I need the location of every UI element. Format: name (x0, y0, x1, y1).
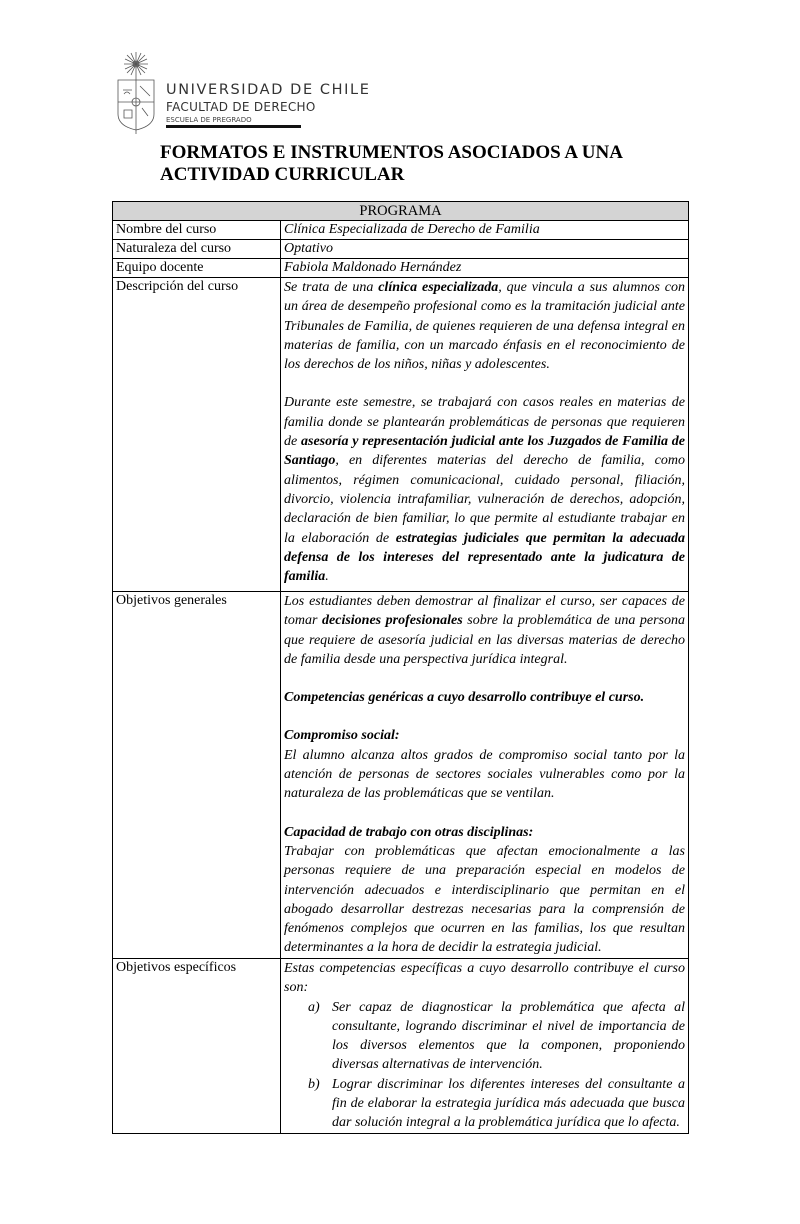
course-description (281, 278, 689, 592)
general-objectives (281, 592, 689, 959)
text: Se trata de una (284, 280, 379, 295)
list-marker: b) (308, 1076, 320, 1092)
text: , en diferentes materias del derecho de familia, como alimentos, régimen comunicacional, cuidado personal, filiación, divorcio, violencia intrafamiliar, vulneración de derechos, adopción, declaración de bien familiar, lo que permite al estudiante trabajar en la elaboración de (284, 453, 685, 546)
row-label: Nombre del curso (113, 221, 281, 240)
faculty-name: FACULTAD DE DERECHO (166, 100, 316, 114)
course-name: Clínica Especializada de Derecho de Familia (281, 221, 689, 240)
table-row (113, 278, 689, 592)
text: sobre la problemática de una persona que requiere de asesoría judicial en las diversas materias de derecho de familia desde una perspectiva jurídica integral. (284, 613, 685, 667)
course-nature: Optativo (281, 240, 689, 259)
competencies-heading (284, 688, 685, 707)
bold-text: estrategias judiciales que permitan la adecuada defensa de los intereses del representado ante la judicatura de familia (284, 530, 685, 585)
objectives-paragraph (284, 592, 685, 669)
text: Durante este semestre, se trabajará con casos reales en materias de familia donde se plantearán problemáticas de personas que requieren de (284, 395, 685, 450)
description-paragraph (284, 278, 685, 374)
title-line: FORMATOS E INSTRUMENTOS ASOCIADOS A UNA (160, 142, 623, 163)
bold-text: decisiones profesionales (322, 613, 463, 629)
list-text: Ser capaz de diagnosticar la problemática que afecta al consultante, logrando discriminar el nivel de importancia de los diversos elementos que la componen, proponiendo diversas alternativas de intervención. (332, 999, 685, 1073)
university-name: UNIVERSIDAD DE CHILE (166, 82, 371, 98)
list-item (308, 998, 685, 1075)
row-label: Descripción del curso (113, 278, 281, 592)
text: Los estudiantes deben demostrar al finalizar el curso, ser capaces de tomar (284, 594, 685, 629)
title-line: ACTIVIDAD CURRICULAR (160, 164, 405, 185)
table-row (113, 592, 689, 959)
description-paragraph (284, 393, 685, 586)
bold-text: Capacidad de trabajo con otras disciplinas: (284, 824, 534, 840)
interdisciplinary-text: Trabajar con problemáticas que afectan emocionalmente a las personas requiere de una preparación especial en modelos de intervención adecuados e interdisciplinario que permitan en el abogado desarrollar destrezas necesarias para la comprensión de fenómenos complejos que ocurren en las familias, los que resultan determinantes a la hora de decidir la estrategia judicial. (284, 843, 685, 956)
header-divider (166, 125, 301, 128)
social-commitment-text: El alumno alcanza altos grados de compromiso social tanto por la atención de personas de sectores sociales vulnerables como por la naturaleza de las problemáticas que se ventilan. (284, 747, 685, 802)
row-label: Naturaleza del curso (113, 240, 281, 259)
social-commitment-heading (284, 726, 685, 745)
interdisciplinary-heading (284, 823, 685, 842)
page-title (160, 142, 680, 186)
table-header: PROGRAMA (113, 202, 689, 221)
row-label: Objetivos generales (113, 592, 281, 959)
specific-objectives (281, 959, 689, 1134)
school-name: ESCUELA DE PREGRADO (166, 116, 252, 124)
row-label: Equipo docente (113, 259, 281, 278)
list-item (308, 1075, 685, 1133)
bold-text: Compromiso social: (284, 728, 400, 744)
specific-intro: Estas competencias específicas a cuyo desarrollo contribuye el curso son: (284, 961, 685, 996)
table-header-row (113, 202, 689, 221)
text: , que vincula a sus alumnos con un área de desempeño profesional como es la tramitación judicial ante Tribunales de Familia, de quienes requieren de una defensa integral en materias de familia, con un marcado énfasis en el reconocimiento de los derechos de los niños, niñas y adolescentes. (284, 280, 686, 373)
table-row (113, 240, 689, 259)
table-row (113, 259, 689, 278)
university-crest-logo (114, 50, 158, 134)
bold-text: asesoría y representación judicial ante los Juzgados de Familia de Santiago (284, 434, 685, 469)
list-marker: a) (308, 999, 320, 1015)
table-row (113, 959, 689, 1134)
teaching-team: Fabiola Maldonado Hernández (281, 259, 689, 278)
text: . (325, 569, 329, 585)
table-row (113, 221, 689, 240)
row-label: Objetivos específicos (113, 959, 281, 1134)
list-text: Lograr discriminar los diferentes intereses del consultante a fin de elaborar la estrategia jurídica más adecuada que busca dar solución integral a la problemática jurídica que lo afecta. (332, 1076, 685, 1131)
specific-objectives-list (284, 998, 685, 1133)
program-table (112, 201, 689, 1134)
bold-text: Competencias genéricas a cuyo desarrollo contribuye el curso. (284, 690, 645, 706)
bold-text: clínica especializada (378, 280, 499, 295)
